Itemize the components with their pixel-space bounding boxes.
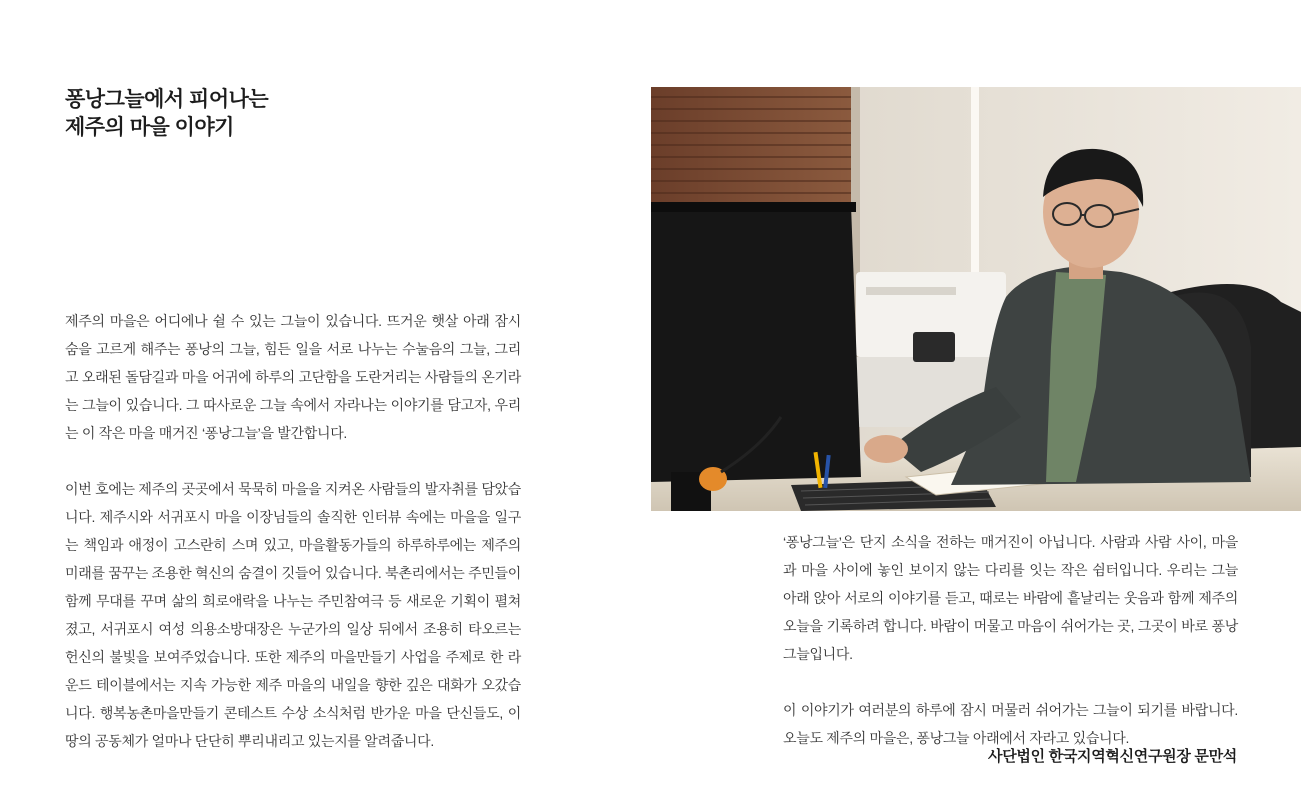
right-column-text <box>783 528 1238 752</box>
closing-paragraph: 이 이야기가 여러분의 하루에 잠시 머물러 쉬어가는 그늘이 되기를 바랍니다. 오늘도 제주의 마을은, 퐁낭그늘 아래에서 자라고 있습니다. <box>783 702 1238 746</box>
title-line-2: 제주의 마을 이야기 <box>65 116 234 139</box>
signature: 사단법인 한국지역혁신연구원장 문만석 <box>988 748 1237 765</box>
person-at-desk-photo-icon <box>651 87 1301 511</box>
page-title <box>65 86 268 142</box>
magazine-purpose-paragraph: ‘퐁낭그늘’은 단지 소식을 전하는 매거진이 아닙니다. 사람과 사람 사이, 마을과 마을 사이에 놓인 보이지 않는 다리를 잇는 작은 쉼터입니다. 우리는 그늘 아래 앉아 서로의 이야기를 듣고, 때로는 바람에 흩날리는 웃음과 함께 제주의 오늘을 기록하려 합니다. 바람이 머물고 마음이 쉬어가는 곳, 그곳이 바로 퐁낭그늘입니다. <box>783 534 1238 662</box>
intro-paragraph: 제주의 마을은 어디에나 쉴 수 있는 그늘이 있습니다. 뜨거운 햇살 아래 잠시 숨을 고르게 해주는 퐁낭의 그늘, 힘든 일을 서로 나누는 수눌음의 그늘, 그리고 오래된 돌담길과 마을 어귀에 하루의 고단함을 도란거리는 사람들의 온기라는 그늘이 있습니다. 그 따사로운 그늘 속에서 자라나는 이야기를 담고자, 우리는 이 작은 마을 매거진 ‘퐁낭그늘’을 발간합니다. <box>65 313 521 441</box>
left-column-text <box>65 307 521 755</box>
editor-photo <box>651 87 1301 511</box>
title-line-1: 퐁낭그늘에서 피어나는 <box>65 88 269 111</box>
issue-contents-paragraph: 이번 호에는 제주의 곳곳에서 묵묵히 마을을 지켜온 사람들의 발자취를 담았습니다. 제주시와 서귀포시 마을 이장님들의 솔직한 인터뷰 속에는 마을을 일구는 책임과 애정이 고스란히 스며 있고, 마을활동가들의 하루하루에는 제주의 미래를 꿈꾸는 조용한 혁신의 숨결이 깃들어 있습니다. 북촌리에서는 주민들이 함께 무대를 꾸며 삶의 희로애락을 나누는 주민참여극 등 새로운 기획이 펼쳐졌고, 서귀포시 여성 의용소방대장은 누군가의 일상 뒤에서 조용히 타오르는 헌신의 불빛을 보여주었습니다. 또한 제주의 마을만들기 사업을 주제로 한 라운드 테이블에서는 지속 가능한 제주 마을의 내일을 향한 깊은 대화가 오갔습니다. 행복농촌마을만들기 콘테스트 수상 소식처럼 반가운 마을 단신들도, 이 땅의 공동체가 얼마나 단단히 뿌리내리고 있는지를 알려줍니다. <box>65 481 521 749</box>
